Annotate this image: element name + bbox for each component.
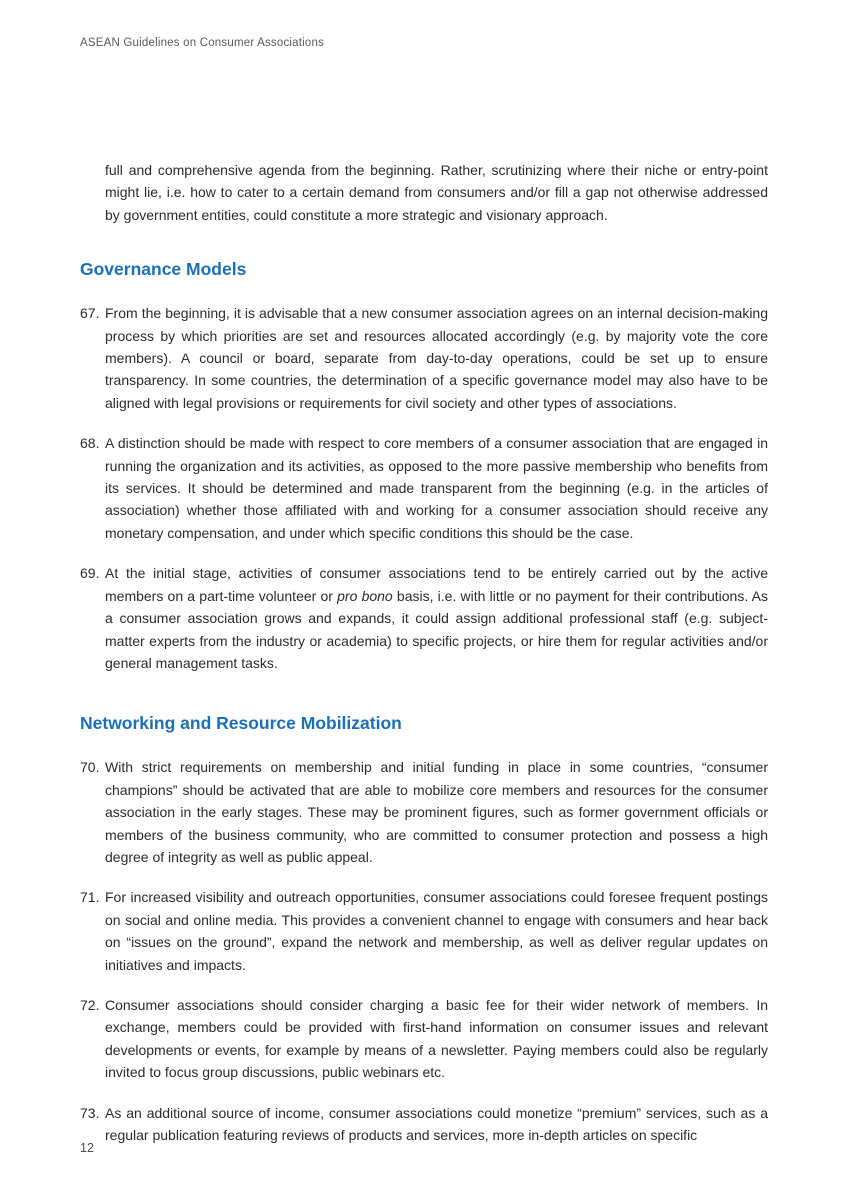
paragraph-number: 67. [80, 305, 100, 322]
page-number: 12 [80, 1141, 94, 1155]
paragraph-number: 72. [80, 996, 100, 1013]
paragraph-text [105, 562, 768, 674]
numbered-paragraph-71 [80, 886, 768, 976]
paragraph-text: From the beginning, it is advisable that a new consumer association agrees on an internal decision-making process by which priorities are set and resources allocated accordingly (e.g. by majority vote the core members). A council or board, separate from day-to-day operations, could be set up to ensure transparency. In some countries, the determination of a specific governance model may also have to be aligned with legal provisions or requirements for civil society and other types of associations. [105, 305, 768, 411]
paragraph-number: 68. [80, 435, 100, 452]
numbered-paragraph-67 [80, 302, 768, 414]
paragraph-number: 69. [80, 565, 100, 582]
paragraph-number: 73. [80, 1104, 100, 1121]
paragraph-text-segment: At the initial stage, activities of consumer associations tend to be entirely carried out by the active members on a part-time volunteer or [105, 565, 768, 604]
section-networking-resource-mobilization [80, 713, 768, 1146]
paragraph-text-italic-segment: pro bono [337, 587, 393, 604]
page-content [80, 159, 768, 1164]
section-governance-models [80, 259, 768, 674]
paragraph-number: 70. [80, 759, 100, 776]
numbered-paragraph-69 [80, 562, 768, 674]
paragraph-text: As an additional source of income, consumer associations could monetize “premium” services, such as a regular publication featuring reviews of products and services, more in-depth articles on specific [105, 1104, 768, 1143]
paragraph-text: For increased visibility and outreach opportunities, consumer associations could foresee frequent postings on social and online media. This provides a convenient channel to engage with consumers and hear back on “issues on the ground”, expand the network and membership, as well as deliver regular updates on initiatives and impacts. [105, 889, 768, 973]
numbered-paragraph-73 [80, 1102, 768, 1147]
paragraph-text: A distinction should be made with respect to core members of a consumer association that are engaged in running the organization and its activities, as opposed to the more passive membership who benefits from its services. It should be determined and made transparent from the beginning (e.g. in the articles of association) whether those affiliated with and working for a consumer association should receive any monetary compensation, and under which specific conditions this should be the case. [105, 435, 768, 541]
paragraph-text-segment: basis, i.e. with little or no payment for their contributions. As a consumer association grows and expands, it could assign additional professional staff (e.g. subject-matter experts from the industry or academia) to specific projects, or hire them for regular activities and/or general management tasks. [105, 587, 768, 671]
numbered-paragraph-70 [80, 756, 768, 868]
intro-paragraph: full and comprehensive agenda from the beginning. Rather, scrutinizing where their niche or entry-point might lie, i.e. how to cater to a certain demand from consumers and/or fill a gap not otherwise addressed by government entities, could constitute a more strategic and visionary approach. [105, 162, 768, 223]
paragraph-text: Consumer associations should consider charging a basic fee for their wider network of members. In exchange, members could be provided with first-hand information on consumer issues and relevant developments or events, for example by means of a newsletter. Paying members could also be regularly invited to focus group discussions, public webinars etc. [105, 996, 768, 1081]
numbered-paragraph-72 [80, 994, 768, 1084]
section-heading-governance-models: Governance Models [80, 259, 247, 280]
numbered-paragraph-68 [80, 432, 768, 544]
running-header: ASEAN Guidelines on Consumer Associations [80, 37, 325, 49]
paragraph-text: With strict requirements on membership and initial funding in place in some countries, “consumer champions” should be activated that are able to mobilize core members and resources for the consumer association in the early stages. These may be prominent figures, such as former government officials or members of the business community, who are committed to consumer protection and possess a high degree of integrity as well as public appeal. [105, 759, 768, 865]
section-heading-networking-resource-mobilization: Networking and Resource Mobilization [80, 713, 402, 734]
paragraph-number: 71. [80, 889, 100, 906]
